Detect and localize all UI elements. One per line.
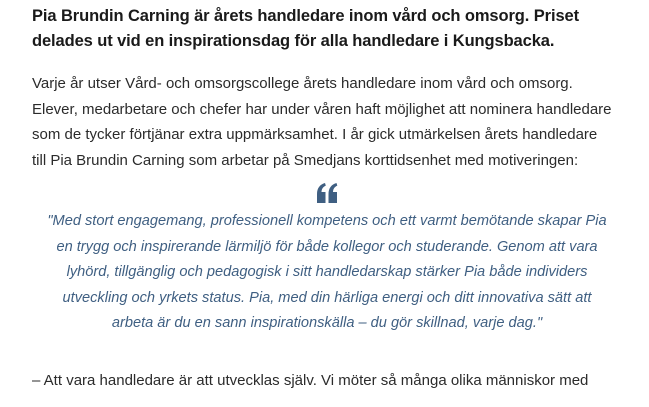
body-line: Varje år utser Vård- och omsorgscollege årets handledare inom vård och omsorg. [32,75,573,92]
quote-text [32,209,622,337]
blockquote [32,183,622,337]
body-line: Elever, medarbetare och chefer har under våren haft möjlighet att nominera handledare [32,100,612,118]
article [32,4,622,393]
quote-line: en trygg och inspirerande lärmiljö för både kollegor och studerande. Genom att vara [56,238,598,255]
quote-icon [315,183,339,203]
article-body-paragraph [32,71,622,173]
quote-line: arbeta är du en sann inspirationskälla – du gör skillnad, varje dag." [111,315,543,331]
lead-line: Pia Brundin Carning är årets handledare inom vård och omsorg. Priset [32,7,579,25]
next-paragraph: – Att vara handledare är att utvecklas själv. Vi möter så många olika människor med [32,371,589,389]
body-line: som de tycker förtjänar extra uppmärksamhet. I år gick utmärkelsen årets handledare [32,126,598,143]
quote-line: "Med stort engagemang, professionell kompetens och ett varmt bemötande skapar Pia [47,213,607,229]
body-line: till Pia Brundin Carning som arbetar på Smedjans korttidsenhet med motiveringen: [32,151,579,169]
lead-line: delades ut vid en inspirationsdag för alla handledare i Kungsbacka. [32,32,555,50]
quote-line: utveckling och yrkets status. Pia, med din härliga energi och ditt innovativa sätt att [62,289,592,306]
article-lead [32,4,622,54]
quote-line: lyhörd, tillgänglig och pedagogisk i sitt handledarskap stärker Pia både individers [66,264,588,280]
